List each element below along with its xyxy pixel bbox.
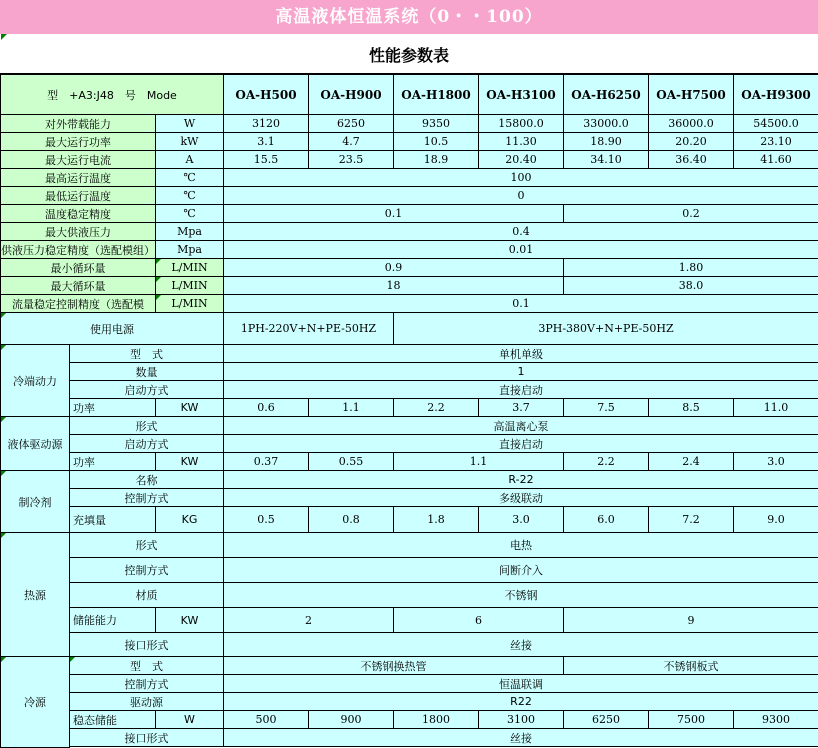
cooling-type-plate: 不锈钢板式 bbox=[563, 656, 818, 675]
cooling-cap-value: 9300 bbox=[733, 710, 818, 729]
refrigerant-fill-value: 9.0 bbox=[733, 506, 818, 533]
refrigerant-fill-value: 0.5 bbox=[223, 506, 309, 533]
perf-row-label: 流量稳定控制精度（选配模 bbox=[0, 294, 156, 313]
compressor-start-value: 直接启动 bbox=[223, 380, 818, 399]
pump-type-label: 形式 bbox=[69, 416, 224, 435]
perf-row-unit: W bbox=[155, 114, 224, 133]
pump-power-value: 0.37 bbox=[223, 452, 309, 471]
perf-value: 0.1 bbox=[223, 294, 818, 313]
perf-row-unit: A bbox=[155, 150, 224, 169]
perf-row-label: 对外带载能力 bbox=[0, 114, 156, 133]
compressor-power-value: 7.5 bbox=[563, 398, 649, 417]
cell-marker-icon bbox=[1, 313, 6, 318]
refrigerant-fill-value: 6.0 bbox=[563, 506, 649, 533]
perf-value: 23.5 bbox=[308, 150, 394, 169]
cell-marker-icon bbox=[156, 277, 161, 282]
perf-row-label: 最低运行温度 bbox=[0, 186, 156, 205]
perf-value: 11.30 bbox=[478, 132, 564, 151]
compressor-power-value: 11.0 bbox=[733, 398, 818, 417]
header-model-name: OA-H7500 bbox=[648, 74, 734, 115]
cooling-cap-value: 7500 bbox=[648, 710, 734, 729]
perf-value: 36000.0 bbox=[648, 114, 734, 133]
compressor-type-value: 单机单级 bbox=[223, 344, 818, 363]
power-single-phase: 1PH-220V+N+PE-50HZ bbox=[223, 312, 394, 345]
compressor-qty-value: 1 bbox=[223, 362, 818, 381]
header-model-name: OA-H6250 bbox=[563, 74, 649, 115]
perf-value: 41.60 bbox=[733, 150, 818, 169]
perf-row-unit: L/MIN bbox=[155, 276, 224, 295]
heater-material-value: 不锈钢 bbox=[223, 582, 818, 608]
perf-value: 0.2 bbox=[563, 204, 818, 223]
compressor-start-label: 启动方式 bbox=[69, 380, 224, 399]
page-banner: 高温液体恒温系统（0・・100） bbox=[0, 0, 818, 34]
cooling-group: 冷源 bbox=[0, 656, 70, 748]
perf-row-label: 最大供液压力 bbox=[0, 222, 156, 241]
perf-row-label: 温度稳定精度 bbox=[0, 204, 156, 223]
cooling-port-label: 接口形式 bbox=[69, 728, 224, 747]
cell-marker-icon bbox=[1, 345, 6, 350]
compressor-group: 冷端动力 bbox=[0, 344, 70, 417]
heater-ctrl-value: 间断介入 bbox=[223, 557, 818, 583]
perf-value: 15800.0 bbox=[478, 114, 564, 133]
perf-row-unit: Mpa bbox=[155, 240, 224, 259]
perf-value: 10.5 bbox=[393, 132, 479, 151]
pump-start-label: 启动方式 bbox=[69, 434, 224, 453]
cell-marker-icon bbox=[1, 471, 6, 476]
perf-row-unit: L/MIN bbox=[155, 294, 224, 313]
cooling-cap-value: 3100 bbox=[478, 710, 564, 729]
perf-row-label: 最大运行功率 bbox=[0, 132, 156, 151]
page-subtitle: 性能参数表 bbox=[0, 34, 818, 74]
heater-cap-label: 储能能力 bbox=[69, 607, 156, 633]
cooling-drive-value: R22 bbox=[223, 692, 818, 711]
perf-value: 23.10 bbox=[733, 132, 818, 151]
refrigerant-fill-value: 3.0 bbox=[478, 506, 564, 533]
perf-value: 0.9 bbox=[223, 258, 564, 277]
perf-value: 54500.0 bbox=[733, 114, 818, 133]
cooling-cap-value: 1800 bbox=[393, 710, 479, 729]
header-model-name: OA-H9300 bbox=[733, 74, 818, 115]
perf-value: 0.01 bbox=[223, 240, 818, 259]
heater-cap-value: 6 bbox=[393, 607, 564, 633]
perf-row-unit: L/MIN bbox=[155, 258, 224, 277]
refrigerant-name-label: 名称 bbox=[69, 470, 224, 489]
refrigerant-group: 制冷剂 bbox=[0, 470, 70, 533]
perf-row-unit: kW bbox=[155, 132, 224, 151]
compressor-power-value: 2.2 bbox=[393, 398, 479, 417]
compressor-power-label: 功率 bbox=[69, 398, 156, 417]
perf-value: 0.4 bbox=[223, 222, 818, 241]
pump-power-value: 2.4 bbox=[648, 452, 734, 471]
pump-type-value: 高温离心泵 bbox=[223, 416, 818, 435]
heater-cap-value: 2 bbox=[223, 607, 394, 633]
heater-material-label: 材质 bbox=[69, 582, 224, 608]
refrigerant-fill-value: 0.8 bbox=[308, 506, 394, 533]
pump-start-value: 直接启动 bbox=[223, 434, 818, 453]
cell-marker-icon bbox=[70, 657, 75, 662]
cooling-cap-value: 900 bbox=[308, 710, 394, 729]
header-model-name: OA-H500 bbox=[223, 74, 309, 115]
pump-power-value: 3.0 bbox=[733, 452, 818, 471]
perf-row-label: 最高运行温度 bbox=[0, 168, 156, 187]
perf-row-unit: ℃ bbox=[155, 204, 224, 223]
refrigerant-fill-unit: KG bbox=[155, 506, 224, 533]
perf-value: 18 bbox=[223, 276, 564, 295]
perf-value: 3.1 bbox=[223, 132, 309, 151]
perf-value: 38.0 bbox=[563, 276, 818, 295]
refrigerant-fill-label: 充填量 bbox=[69, 506, 156, 533]
perf-value: 34.10 bbox=[563, 150, 649, 169]
pump-power-value: 0.55 bbox=[308, 452, 394, 471]
refrigerant-ctrl-label: 控制方式 bbox=[69, 488, 224, 507]
heater-type-value: 电热 bbox=[223, 532, 818, 558]
perf-value: 15.5 bbox=[223, 150, 309, 169]
perf-row-label: 最大循环量 bbox=[0, 276, 156, 295]
perf-value: 3120 bbox=[223, 114, 309, 133]
cooling-cap-value: 6250 bbox=[563, 710, 649, 729]
cell-marker-icon bbox=[1, 533, 6, 538]
heater-port-label: 接口形式 bbox=[69, 632, 224, 657]
heater-port-value: 丝接 bbox=[223, 632, 818, 657]
heater-type-label: 形式 bbox=[69, 532, 224, 558]
cooling-cap-unit: W bbox=[155, 710, 224, 729]
perf-value: 36.40 bbox=[648, 150, 734, 169]
compressor-qty-label: 数量 bbox=[69, 362, 224, 381]
perf-value: 18.9 bbox=[393, 150, 479, 169]
perf-value: 4.7 bbox=[308, 132, 394, 151]
compressor-power-value: 1.1 bbox=[308, 398, 394, 417]
pump-power-unit: KW bbox=[155, 452, 224, 471]
refrigerant-fill-value: 1.8 bbox=[393, 506, 479, 533]
compressor-type-label: 型 式 bbox=[69, 344, 224, 363]
perf-row-label: 最大运行电流 bbox=[0, 150, 156, 169]
header-model-name: OA-H900 bbox=[308, 74, 394, 115]
perf-value: 18.90 bbox=[563, 132, 649, 151]
header-model-name: OA-H1800 bbox=[393, 74, 479, 115]
pump-power-value: 2.2 bbox=[563, 452, 649, 471]
cell-marker-icon bbox=[1, 657, 6, 662]
pump-power-value: 1.1 bbox=[393, 452, 564, 471]
perf-value: 9350 bbox=[393, 114, 479, 133]
refrigerant-name-value: R-22 bbox=[223, 470, 818, 489]
pump-power-label: 功率 bbox=[69, 452, 156, 471]
cell-marker-icon bbox=[156, 295, 161, 300]
heater-cap-unit: KW bbox=[155, 607, 224, 633]
heater-group: 热源 bbox=[0, 532, 70, 657]
cell-marker-icon bbox=[156, 259, 161, 264]
heater-cap-value: 9 bbox=[563, 607, 818, 633]
perf-value: 33000.0 bbox=[563, 114, 649, 133]
heater-ctrl-label: 控制方式 bbox=[69, 557, 224, 583]
perf-value: 20.20 bbox=[648, 132, 734, 151]
compressor-power-value: 3.7 bbox=[478, 398, 564, 417]
power-three-phase: 3PH-380V+N+PE-50HZ bbox=[393, 312, 818, 345]
perf-value: 20.40 bbox=[478, 150, 564, 169]
compressor-power-value: 8.5 bbox=[648, 398, 734, 417]
refrigerant-fill-value: 7.2 bbox=[648, 506, 734, 533]
perf-value: 0.1 bbox=[223, 204, 564, 223]
perf-value: 1.80 bbox=[563, 258, 818, 277]
perf-row-unit: Mpa bbox=[155, 222, 224, 241]
perf-row-label: 供液压力稳定精度（选配模组） bbox=[0, 240, 156, 259]
perf-value: 0 bbox=[223, 186, 818, 205]
perf-value: 100 bbox=[223, 168, 818, 187]
perf-row-label: 最小循环量 bbox=[0, 258, 156, 277]
header-model-name: OA-H3100 bbox=[478, 74, 564, 115]
cooling-ctrl-label: 控制方式 bbox=[69, 674, 224, 693]
cooling-port-value: 丝接 bbox=[223, 728, 818, 747]
cooling-cap-value: 500 bbox=[223, 710, 309, 729]
cooling-type-label: 型 式 bbox=[69, 656, 224, 675]
cooling-cap-label: 稳态储能 bbox=[69, 710, 156, 729]
header-model-label: 型 +A3:J48 号 Mode bbox=[0, 74, 224, 115]
cell-marker-icon bbox=[1, 417, 6, 422]
power-supply-label: 使用电源 bbox=[0, 312, 224, 345]
pump-group: 液体驱动源 bbox=[0, 416, 70, 471]
cooling-drive-label: 驱动源 bbox=[69, 692, 224, 711]
cooling-ctrl-value: 恒温联调 bbox=[223, 674, 818, 693]
compressor-power-value: 0.6 bbox=[223, 398, 309, 417]
perf-row-unit: ℃ bbox=[155, 168, 224, 187]
perf-value: 6250 bbox=[308, 114, 394, 133]
refrigerant-ctrl-value: 多级联动 bbox=[223, 488, 818, 507]
perf-row-unit: ℃ bbox=[155, 186, 224, 205]
cooling-type-tube: 不锈钢换热管 bbox=[223, 656, 564, 675]
compressor-power-unit: KW bbox=[155, 398, 224, 417]
